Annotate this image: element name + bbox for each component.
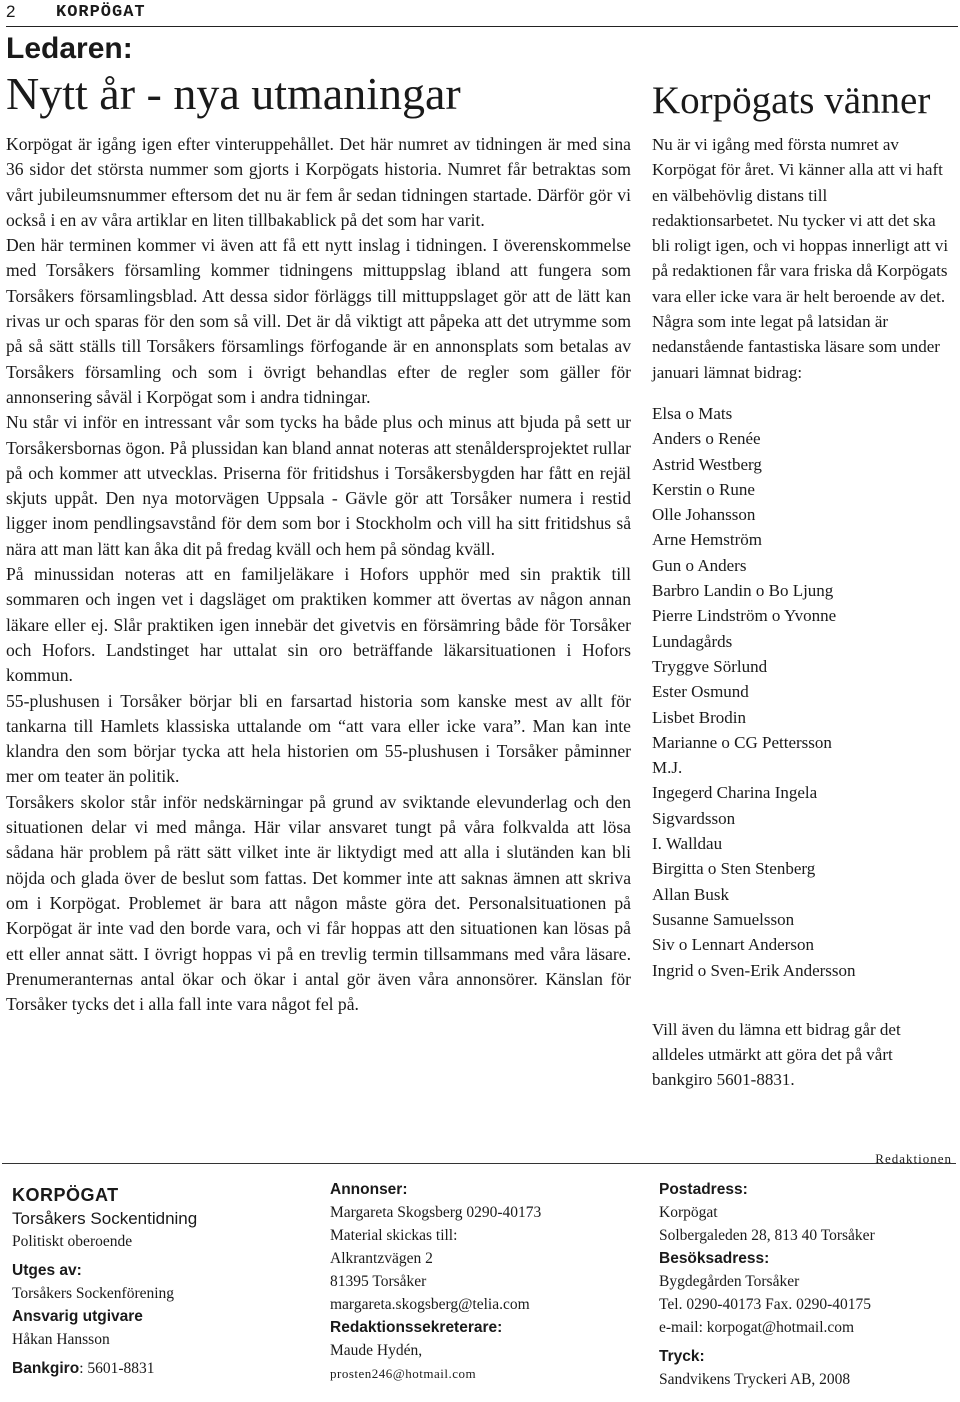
donor-item: Ingrid o Sven-Erik Andersson [652,960,856,980]
publication-name: KORPÖGAT [56,3,146,22]
printer-name: Sandvikens Tryckeri AB, 2008 [659,1371,851,1388]
article-paragraph: 55-plushusen i Torsåker börjar bli en farsartad historia som kanske mest av allt för tankarna till Hamlets klassiska uttalande om “att vara eller icke vara”. Man kan inte klandra den som börjar tycka att hela historien om 55-plushusen i Torsåker påminner mer om teater än politik. [6,690,631,787]
publisher-label: Utges av: [12,1262,82,1279]
donor-item: Birgitta o Sten Stenberg [652,859,816,879]
masthead-col-ads [330,1178,541,1385]
donor-list [652,401,952,983]
bankgiro-number: : 5601-8831 [79,1360,155,1377]
article-kicker: Ledaren: [6,32,133,65]
donor-item: M.J. [652,758,683,778]
sidebar-signature: Redaktionen [875,1151,952,1166]
donor-item: Allan Busk [652,884,729,904]
sidebar-title: Korpögats vänner [652,79,931,122]
donor-item: Kerstin o Rune [652,479,755,499]
donor-item: Barbro Landin o Bo Ljung [652,581,834,601]
sidebar-intro: Nu är vi igång med första numret av Korpögat för året. Vi känner alla att vi haft en välbehövlig distans till redaktionsarbetet. Nu tycker vi att det ska bli roligt igen, och vi hoppas innerligt att vi på redaktionen får vara friska då Korpögats vara eller icke vara är helt beroende av det. Några som inte legat på latsidan är nedanstående fantastiska läsare som under januari lämnat bidrag: [652,135,949,382]
page-header [6,2,958,32]
postal-name: Korpögat [659,1204,718,1221]
donor-item: Siv o Lennart Anderson [652,935,814,955]
ads-email: margareta.skogsberg@telia.com [330,1296,530,1313]
postal-label: Postadress: [659,1181,748,1198]
donor-item: Marianne o CG Pettersson [652,732,832,752]
publisher-name: Torsåkers Sockenförening [12,1285,175,1302]
donor-item: Sigvardsson [652,808,736,828]
material-postal: 81395 Torsåker [330,1273,427,1290]
donor-item: Anders o Renée [652,429,761,449]
header-rule [6,26,958,27]
bankgiro-line [12,1357,197,1380]
article-title: Nytt år - nya utmaningar [6,68,461,119]
masthead-logo: KORPÖGAT [12,1185,119,1205]
article-paragraph: På minussidan noteras att en familjeläkare i Hofors upphör med sin praktik till sommaren och ingen vet i dagsläget om praktiken kommer att övertas av någon annan läkare eller ej. Slår praktiken igen innebär det givetvis en försämring både för Torsåker och Hofors. Landstinget har uttalat sin oro beträffande läkarsituationen i Hofors kommun. [6,564,631,686]
donor-item: Olle Johansson [652,505,756,525]
donor-item: Ingegerd Charina Ingela [652,783,818,803]
donor-item: Pierre Lindström o Yvonne [652,606,837,626]
masthead-subtitle: Torsåkers Sockentidning [12,1209,198,1228]
friends-sidebar [652,78,952,1166]
donor-item: Lundagårds [652,631,733,651]
article-paragraph: Den här terminen kommer vi även att få ett nytt inslag i tidningen. I överenskommelse med Torsåkers församling kommer tidningens mittuppslag ibland att fungera som Torsåkers församlingsblad. Att dessa sidor förläggs till mittuppslaget gör att de lätt kan rivas ur och sparas för den som så vill. Det är då viktigt att påpeka att det utrymme som på så sätt ställs till Torsåkers församlings förfogande är en annonsplats som betalas av Torsåkers församling och som i övrigt behandlas efter de regler som gäller för annonsering såväl i Korpögat som i andra tidningar. [6,235,631,407]
donor-item: Arne Hemström [652,530,763,550]
ads-contact: Margareta Skogsberg 0290-40173 [330,1204,542,1221]
contact-email: e-mail: korpogat@hotmail.com [659,1319,855,1336]
masthead-col-publication [12,1184,197,1380]
bankgiro-label: Bankgiro [12,1360,80,1377]
donor-item: Astrid Westberg [652,454,762,474]
print-label: Tryck: [659,1348,705,1365]
phone-fax: Tel. 0290-40173 Fax. 0290-40175 [659,1296,872,1313]
postal-address: Solbergaleden 28, 813 40 Torsåker [659,1227,875,1244]
visit-address: Bygdegården Torsåker [659,1273,800,1290]
secretary-label: Redaktionssekreterare: [330,1319,503,1336]
article-paragraph: Nu står vi inför en intressant vår som tycks ha både plus och minus att bjuda på sett ur Torsåkersbornas ögon. På plussidan kan bland annat noteras att stenåldersprojektet rullar på och kommer att utvecklas. Priserna för fritidshus i Torsåkersbygden har fått en rejäl skjuts uppåt. Den nya motorvägen Uppsala - Gävle gör att Torsåker numera i restid ligger inom pendlingsavstånd för dem som bor i Stockholm och vill ha sitt fritidshus så nära att man lätt kan åka dit på fredag kväll och hem på söndag kväll. [6,412,631,559]
material-label: Material skickas till: [330,1227,458,1244]
article-body [6,132,631,1017]
donor-item: Tryggve Sörlund [652,656,768,676]
masthead-footer [2,1163,956,1400]
donor-item: I. Walldau [652,834,723,854]
donor-item: Gun o Anders [652,555,747,575]
editor-name: Håkan Hansson [12,1331,110,1348]
sidebar-outro: Vill även du lämna ett bidrag går det alldeles utmärkt att göra det på vårt bankgiro 5601-8831. [652,1019,901,1090]
masthead-tagline: Politiskt oberoende [12,1233,133,1250]
material-street: Alkrantzvägen 2 [330,1250,433,1267]
article-paragraph: Torsåkers skolor står inför nedskärningar på grund av sviktande elevunderlag och den situationen delar vi med många. Här vilar ansvaret tungt på våra folkvalda att lösa sådana här problem på rätt sätt vilket inte är liktydigt med att alla i slutänden kan bli nöjda och glada över de beslut som fattas. Det kommer inte att saknas ämnen att skriva om i Korpögat. Problemet är bara att någon måste göra det. Personalsituationen på Korpögat är inte vad den borde vara, och vi får hoppas att den situationen kan lösas på ett eller annat sätt. I övrigt hoppas vi på en trevlig termin tillsammans med våra läsare. Prenumeranternas antal ökar och ökar i antal gör även våra annonsörer. Känslan för Torsåker tycks det i alla fall inte vara något fel på. [6,791,631,1015]
donor-item: Lisbet Brodin [652,707,746,727]
ads-label: Annonser: [330,1181,408,1198]
page-number: 2 [6,2,16,21]
secretary-name: Maude Hydén, [330,1342,423,1359]
donor-item: Susanne Samuelsson [652,909,795,929]
donor-item: Ester Osmund [652,682,749,702]
editor-label: Ansvarig utgivare [12,1308,143,1325]
visit-label: Besöksadress: [659,1250,770,1267]
editorial-article [6,32,631,1017]
article-paragraph: Korpögat är igång igen efter vinteruppehållet. Det här numret av tidningen är med sina 36 sidor det största nummer som gjorts i Korpögats historia. Numret får betraktas som vårt jubileumsnummer eftersom det nu är fem år sedan tidningen startade. Därför gör vi också i en av våra artiklar en liten tillbakablick på det som har varit. [6,134,631,230]
secretary-email: prosten246@hotmail.com [330,1366,477,1381]
masthead-col-address [659,1178,875,1391]
donor-item: Elsa o Mats [652,403,733,423]
